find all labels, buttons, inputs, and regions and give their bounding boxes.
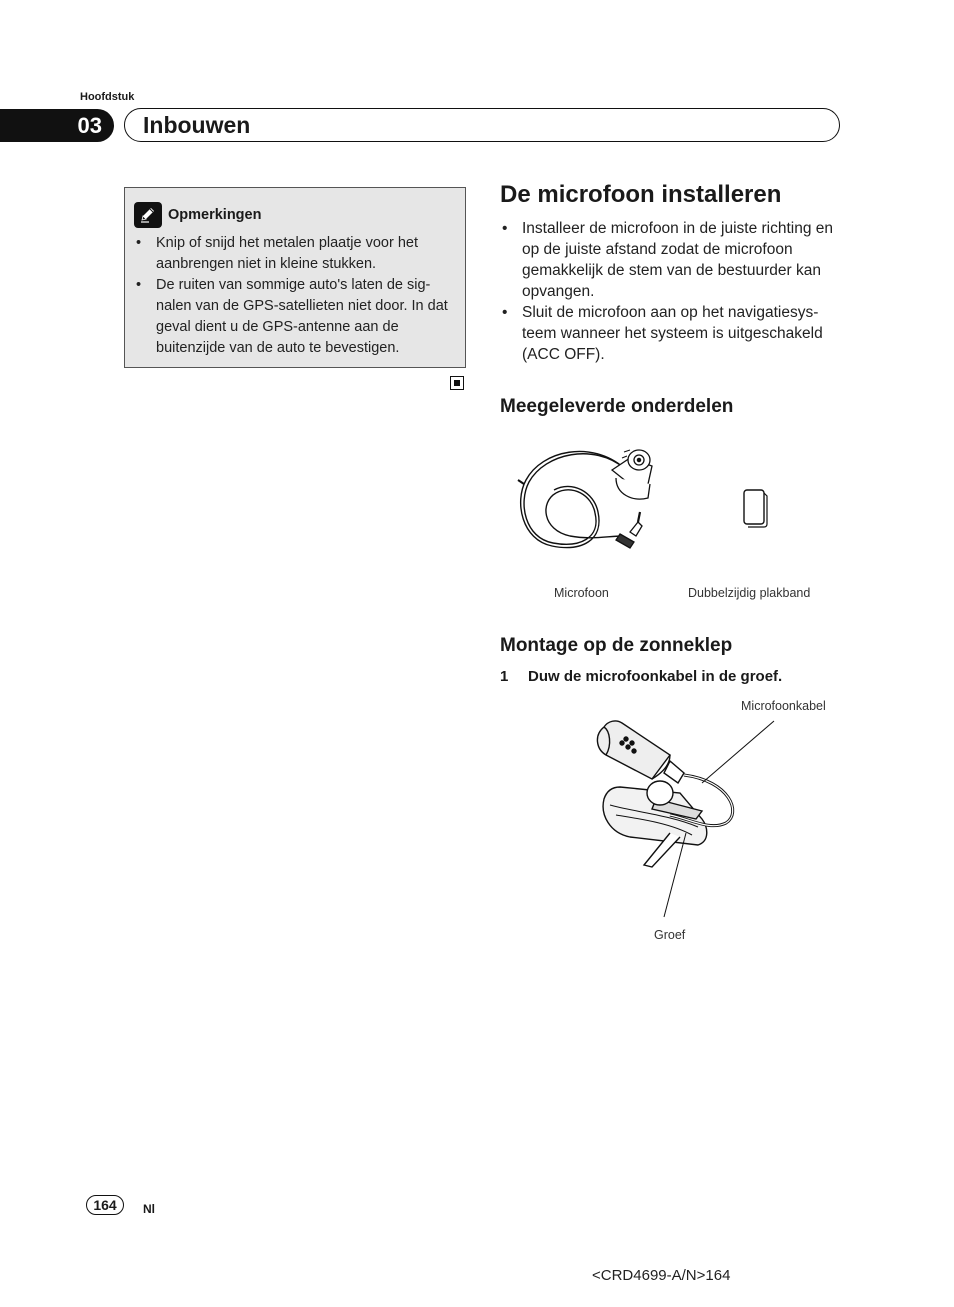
section-list [500,218,845,365]
mic-caption: Microfoon [554,586,609,600]
step-number: 1 [500,668,509,685]
mount-heading: Montage op de zonneklep [500,635,733,656]
section-item: • Installeer de microfoon in de juiste richting en op de juiste afstand zodat de microfoon gemakkelijk de stem van de bestuurder kan opvangen. [500,218,845,302]
chapter-title: Inbouwen [143,111,251,138]
label-groove: Groef [654,928,686,942]
chapter-title-bar [124,108,840,142]
notes-header [134,202,261,228]
parts-heading: Meegeleverde onderdelen [500,396,734,417]
notes-item: • De ruiten van sommige auto's laten de sig-nalen van de GPS-satellieten niet door. In dat geval dient u de GPS-antenne aan de buitenzijde van de auto te bevestigen. [134,275,456,359]
notes-box [124,187,466,368]
step-1 [500,668,782,685]
pencil-icon [134,202,162,228]
section-end-marker [450,376,464,390]
document-code: <CRD4699-A/N>164 [592,1267,731,1284]
section-item: • Sluit de microfoon aan op het navigatiesys-teem wanneer het systeem is uitgeschakeld (ACC OFF). [500,302,845,365]
tape-caption: Dubbelzijdig plakband [688,586,811,600]
chapter-number: 03 [0,109,114,142]
notes-list [134,233,456,359]
label-microphone-cable: Microfoonkabel [741,699,826,713]
notes-item: • Knip of snijd het metalen plaatje voor het aanbrengen niet in kleine stukken. [134,233,456,275]
page-number-badge: 164 [86,1195,124,1215]
step-text: Duw de microfoonkabel in de groef. [528,668,783,685]
notes-title: Opmerkingen [168,207,262,223]
tape-illustration [740,486,770,528]
chapter-label: Hoofdstuk [80,91,135,103]
section-title: De microfoon installeren [500,181,782,208]
microphone-illustration [512,440,672,560]
mounting-illustration [590,715,790,925]
language-code: Nl [143,1202,155,1216]
